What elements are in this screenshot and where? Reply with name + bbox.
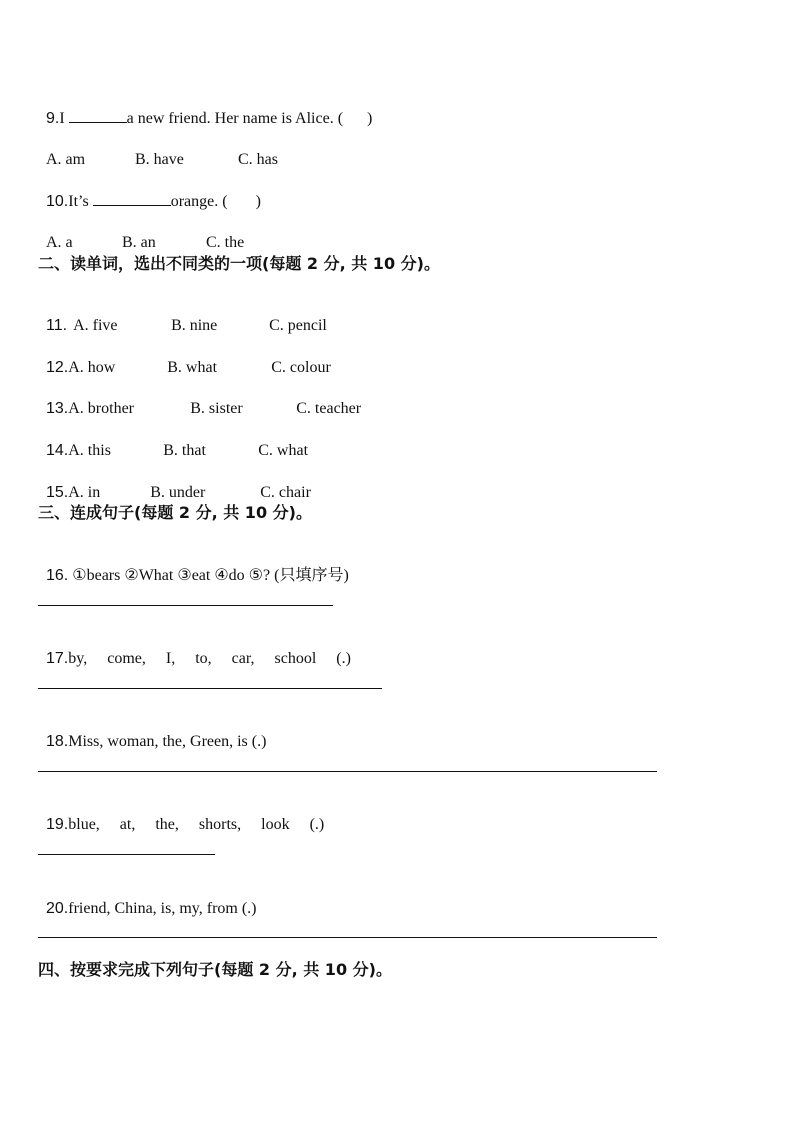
option-c: C. pencil [269, 317, 327, 334]
option-c: C. the [206, 234, 245, 251]
answer-line-17[interactable] [38, 688, 382, 689]
option-a: A. a [46, 234, 73, 251]
question-20 [38, 879, 257, 919]
question-13 [38, 379, 361, 419]
question-text: friend, China, is, my, from (.) [68, 900, 257, 917]
question-number: 11. [46, 317, 68, 334]
question-text-start: It’s [68, 193, 93, 210]
question-10-options [38, 213, 244, 253]
option-b: B. nine [171, 317, 218, 334]
section-3-title: 三、连成句子(每题 2 分, 共 10 分)。 [38, 503, 312, 522]
option-a: A. in [68, 484, 101, 501]
question-9-options [38, 130, 278, 170]
question-17 [38, 629, 351, 669]
question-14 [38, 421, 308, 461]
option-c: C. teacher [296, 400, 362, 417]
question-number: 18. [46, 733, 69, 750]
question-number: 17. [46, 650, 69, 667]
question-19 [38, 795, 324, 835]
question-16 [38, 546, 349, 586]
option-b: B. an [122, 234, 156, 251]
option-c: C. has [238, 151, 278, 168]
option-b: B. sister [190, 400, 243, 417]
question-text-end: orange. ( ) [170, 193, 261, 210]
question-text-start: I [59, 110, 69, 127]
question-number: 14. [46, 442, 69, 459]
question-number: 9. [46, 110, 60, 127]
answer-line-19[interactable] [38, 854, 215, 855]
question-text: Miss, woman, the, Green, is (.) [68, 733, 267, 750]
question-number: 20. [46, 900, 69, 917]
option-a: A. am [46, 151, 86, 168]
question-text: blue, at, the, shorts, look (.) [68, 816, 325, 833]
option-b: B. under [150, 484, 206, 501]
option-b: B. have [135, 151, 184, 168]
option-a: A. brother [68, 400, 135, 417]
option-a: A. five [73, 317, 118, 334]
question-12 [38, 338, 331, 378]
answer-blank[interactable] [69, 108, 127, 123]
question-text: by, come, I, to, car, school (.) [68, 650, 351, 667]
section-2-title: 二、读单词，选出不同类的一项(每题 2 分, 共 10 分)。 [38, 254, 440, 273]
question-number: 16. [46, 567, 69, 584]
option-c: C. colour [271, 359, 331, 376]
option-c: C. what [258, 442, 309, 459]
answer-line-18[interactable] [38, 771, 657, 772]
question-number: 10. [46, 193, 69, 210]
option-b: B. that [163, 442, 206, 459]
question-9 [38, 88, 372, 129]
question-18 [38, 712, 266, 752]
answer-line-16[interactable] [38, 605, 333, 606]
question-number: 13. [46, 400, 69, 417]
option-c: C. chair [260, 484, 311, 501]
question-number: 15. [46, 484, 69, 501]
question-15 [38, 463, 311, 503]
section-4-title: 四、按要求完成下列句子(每题 2 分, 共 10 分)。 [38, 960, 392, 979]
option-b: B. what [167, 359, 218, 376]
question-text: ①bears ②What ③eat ④do ⑤? (只填序号) [68, 567, 349, 584]
answer-line-20[interactable] [38, 937, 657, 938]
option-a: A. this [68, 442, 111, 459]
question-number: 12. [46, 359, 69, 376]
answer-blank[interactable] [93, 191, 171, 206]
question-text-end: a new friend. Her name is Alice. ( ) [126, 110, 373, 127]
question-number: 19. [46, 816, 69, 833]
option-a: A. how [68, 359, 116, 376]
question-11 [38, 296, 327, 336]
question-10 [38, 171, 261, 212]
